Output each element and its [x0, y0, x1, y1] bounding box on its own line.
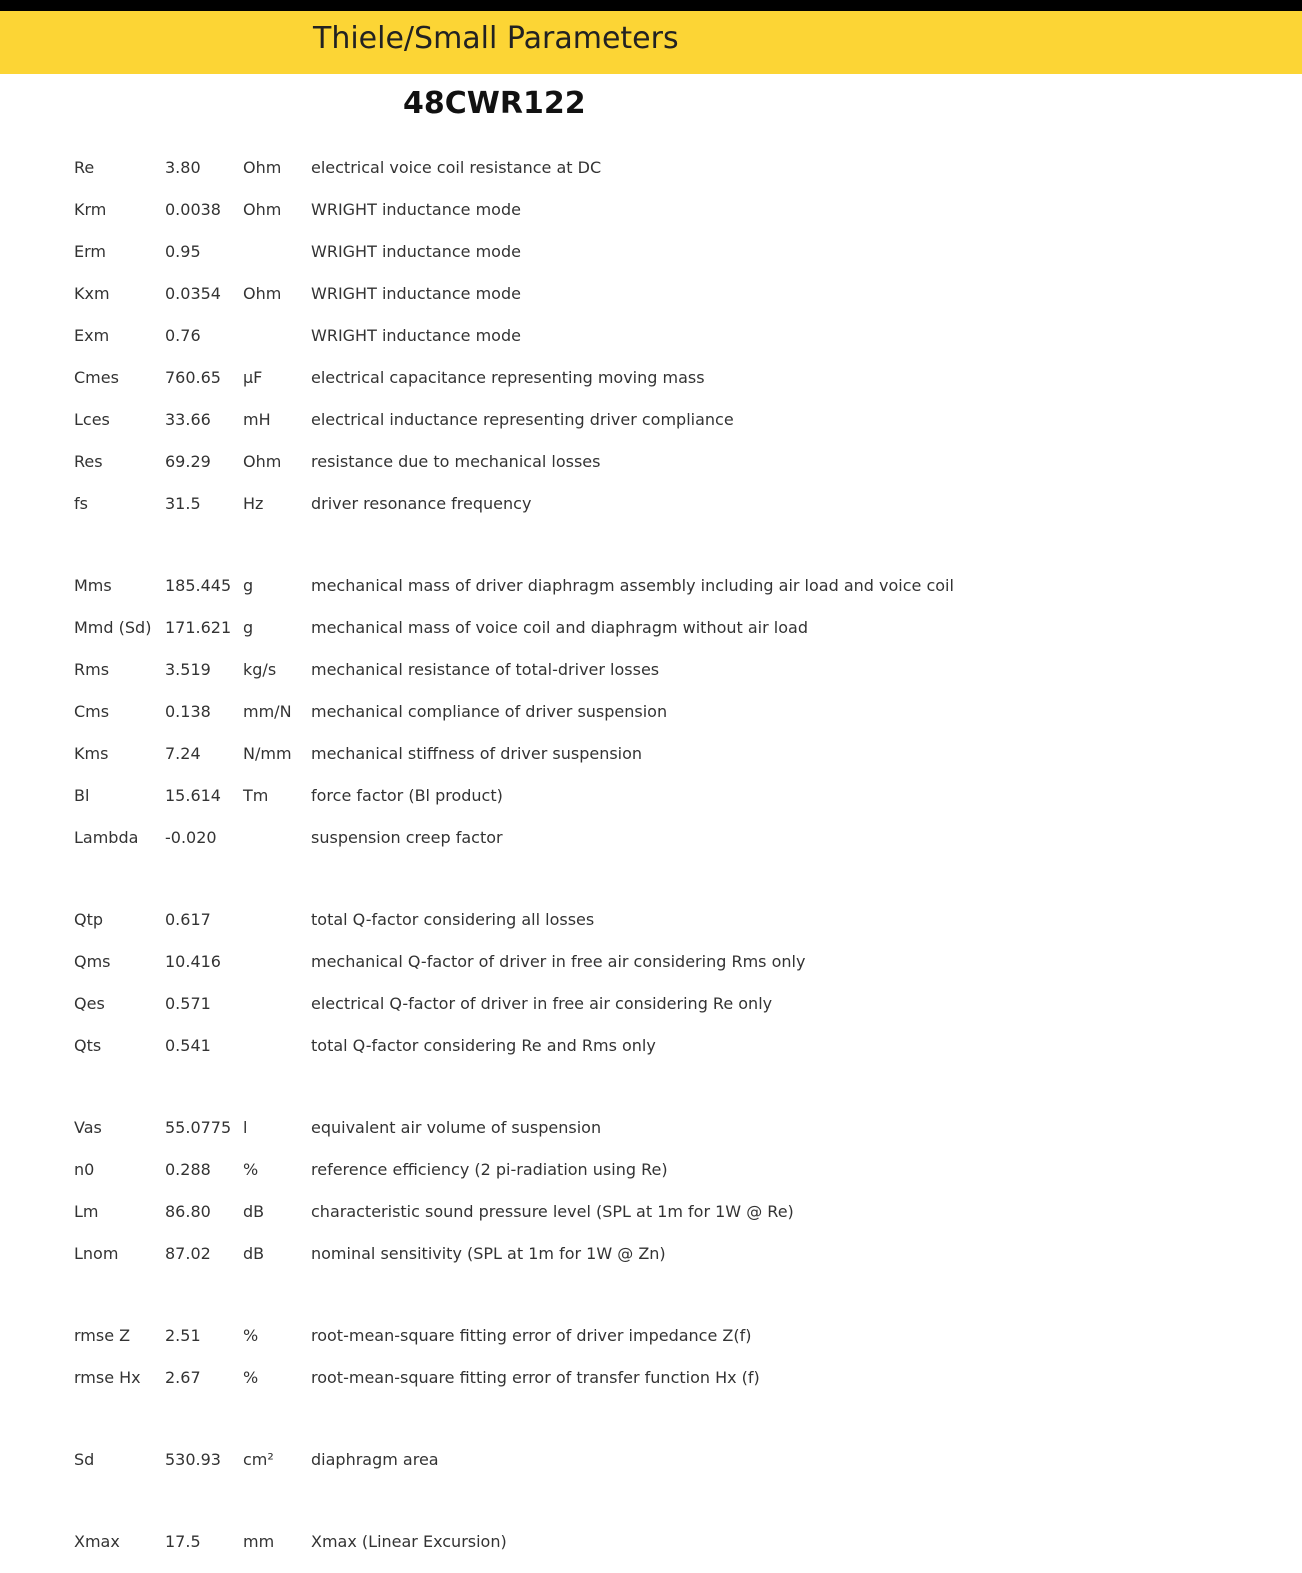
parameter-value: 2.67	[165, 1368, 201, 1387]
parameter-unit: dB	[243, 1244, 265, 1263]
parameter-row	[74, 441, 1274, 483]
top-bar	[0, 0, 1302, 11]
parameter-row	[74, 1521, 1274, 1563]
parameter-name: Qtp	[74, 910, 104, 929]
parameter-row	[74, 565, 1274, 607]
parameter-name: Lces	[74, 410, 110, 429]
parameter-group	[74, 1521, 1274, 1563]
parameter-table	[74, 147, 1274, 1563]
model-title: 48CWR122	[403, 86, 586, 121]
parameter-name: Erm	[74, 242, 106, 261]
parameter-description: electrical capacitance representing moving mass	[311, 368, 705, 387]
parameter-unit: mH	[243, 410, 271, 429]
parameter-value: 55.0775	[165, 1118, 232, 1137]
parameter-description: mechanical resistance of total-driver losses	[311, 660, 660, 679]
parameter-unit: %	[243, 1368, 259, 1387]
parameter-value: 0.0354	[165, 284, 221, 303]
parameter-row	[74, 315, 1274, 357]
parameter-row	[74, 941, 1274, 983]
parameter-name: rmse Z	[74, 1326, 131, 1345]
parameter-description: characteristic sound pressure level (SPL at 1m for 1W @ Re)	[311, 1202, 794, 1221]
parameter-description: electrical voice coil resistance at DC	[311, 158, 602, 177]
parameter-value: 87.02	[165, 1244, 211, 1263]
parameter-description: mechanical mass of driver diaphragm assembly including air load and voice coil	[311, 576, 954, 595]
parameter-description: total Q-factor considering all losses	[311, 910, 595, 929]
parameter-group	[74, 899, 1274, 1067]
parameter-value: 0.0038	[165, 200, 221, 219]
parameter-unit: l	[243, 1118, 248, 1137]
parameter-row	[74, 691, 1274, 733]
parameter-name: rmse Hx	[74, 1368, 141, 1387]
parameter-description: equivalent air volume of suspension	[311, 1118, 602, 1137]
parameter-description: Xmax (Linear Excursion)	[311, 1532, 507, 1551]
parameter-value: 0.571	[165, 994, 211, 1013]
parameter-value: -0.020	[165, 828, 217, 847]
parameter-value: 0.76	[165, 326, 201, 345]
parameter-name: Xmax	[74, 1532, 120, 1551]
parameter-unit: Hz	[243, 494, 264, 513]
parameter-name: Mmd (Sd)	[74, 618, 152, 637]
parameter-value: 33.66	[165, 410, 211, 429]
parameter-description: nominal sensitivity (SPL at 1m for 1W @ Zn)	[311, 1244, 666, 1263]
parameter-description: mechanical compliance of driver suspension	[311, 702, 668, 721]
parameter-unit: g	[243, 618, 254, 637]
parameter-name: Cms	[74, 702, 110, 721]
parameter-unit: g	[243, 576, 254, 595]
parameter-description: electrical inductance representing driver compliance	[311, 410, 734, 429]
parameter-unit: %	[243, 1160, 259, 1179]
parameter-name: Vas	[74, 1118, 102, 1137]
parameter-description: diaphragm area	[311, 1450, 439, 1469]
parameter-row	[74, 899, 1274, 941]
parameter-description: root-mean-square fitting error of transfer function Hx (f)	[311, 1368, 760, 1387]
parameter-row	[74, 1191, 1274, 1233]
parameter-row	[74, 649, 1274, 691]
parameter-name: Sd	[74, 1450, 95, 1469]
parameter-row	[74, 273, 1274, 315]
parameter-unit: Ohm	[243, 284, 282, 303]
parameter-unit: %	[243, 1326, 259, 1345]
parameter-value: 69.29	[165, 452, 211, 471]
parameter-name: Krm	[74, 200, 107, 219]
parameter-value: 171.621	[165, 618, 232, 637]
parameter-name: Bl	[74, 786, 90, 805]
parameter-group	[74, 1439, 1274, 1481]
parameter-name: Cmes	[74, 368, 119, 387]
parameter-row	[74, 189, 1274, 231]
parameter-name: Rms	[74, 660, 110, 679]
parameter-description: mechanical mass of voice coil and diaphragm without air load	[311, 618, 808, 637]
parameter-description: suspension creep factor	[311, 828, 503, 847]
parameter-row	[74, 399, 1274, 441]
parameter-unit: mm/N	[243, 702, 292, 721]
parameter-value: 7.24	[165, 744, 201, 763]
parameter-value: 2.51	[165, 1326, 201, 1345]
parameter-description: WRIGHT inductance mode	[311, 200, 521, 219]
parameter-value: 760.65	[165, 368, 221, 387]
parameter-value: 0.138	[165, 702, 211, 721]
parameter-description: reference efficiency (2 pi-radiation using Re)	[311, 1160, 668, 1179]
parameter-unit: Tm	[243, 786, 269, 805]
parameter-name: n0	[74, 1160, 95, 1179]
parameter-description: mechanical Q-factor of driver in free air considering Rms only	[311, 952, 806, 971]
page-title: Thiele/Small Parameters	[313, 21, 679, 56]
parameter-group	[74, 1107, 1274, 1275]
parameter-row	[74, 733, 1274, 775]
parameter-value: 530.93	[165, 1450, 221, 1469]
parameter-name: Lnom	[74, 1244, 119, 1263]
parameter-value: 0.288	[165, 1160, 211, 1179]
parameter-unit: N/mm	[243, 744, 292, 763]
parameter-name: Qms	[74, 952, 111, 971]
parameter-row	[74, 147, 1274, 189]
parameter-row	[74, 1107, 1274, 1149]
parameter-description: root-mean-square fitting error of driver impedance Z(f)	[311, 1326, 752, 1345]
parameter-value: 10.416	[165, 952, 221, 971]
parameter-value: 17.5	[165, 1532, 201, 1551]
parameter-name: Re	[74, 158, 95, 177]
parameter-name: Qes	[74, 994, 105, 1013]
parameter-value: 0.541	[165, 1036, 211, 1055]
parameter-row	[74, 1439, 1274, 1481]
parameter-description: WRIGHT inductance mode	[311, 284, 521, 303]
parameter-unit: µF	[243, 368, 263, 387]
parameter-unit: dB	[243, 1202, 265, 1221]
parameter-unit: Ohm	[243, 200, 282, 219]
parameter-name: Lambda	[74, 828, 139, 847]
parameter-row	[74, 1233, 1274, 1275]
parameter-value: 15.614	[165, 786, 221, 805]
parameter-name: Kxm	[74, 284, 110, 303]
parameter-row	[74, 483, 1274, 525]
parameter-row	[74, 1357, 1274, 1399]
parameter-unit: cm²	[243, 1450, 274, 1469]
parameter-unit: Ohm	[243, 158, 282, 177]
parameter-row	[74, 607, 1274, 649]
parameter-description: WRIGHT inductance mode	[311, 242, 521, 261]
parameter-row	[74, 1025, 1274, 1067]
parameter-row	[74, 1149, 1274, 1191]
parameter-value: 3.80	[165, 158, 201, 177]
parameter-row	[74, 775, 1274, 817]
parameter-name: Res	[74, 452, 103, 471]
parameter-row	[74, 357, 1274, 399]
parameter-value: 0.617	[165, 910, 211, 929]
parameter-description: mechanical stiffness of driver suspension	[311, 744, 643, 763]
parameter-name: Kms	[74, 744, 109, 763]
parameter-description: electrical Q-factor of driver in free air considering Re only	[311, 994, 773, 1013]
parameter-row	[74, 1315, 1274, 1357]
parameter-description: total Q-factor considering Re and Rms only	[311, 1036, 656, 1055]
parameter-name: Qts	[74, 1036, 102, 1055]
parameter-unit: kg/s	[243, 660, 277, 679]
parameter-description: resistance due to mechanical losses	[311, 452, 601, 471]
parameter-row	[74, 231, 1274, 273]
parameter-name: Lm	[74, 1202, 99, 1221]
parameter-unit: mm	[243, 1532, 275, 1551]
parameter-description: driver resonance frequency	[311, 494, 532, 513]
parameter-description: force factor (Bl product)	[311, 786, 503, 805]
parameter-value: 185.445	[165, 576, 232, 595]
parameter-row	[74, 983, 1274, 1025]
parameter-group	[74, 565, 1274, 859]
parameter-name: fs	[74, 494, 88, 513]
parameter-group	[74, 147, 1274, 525]
parameter-unit: Ohm	[243, 452, 282, 471]
parameter-value: 86.80	[165, 1202, 211, 1221]
parameter-group	[74, 1315, 1274, 1399]
parameter-row	[74, 817, 1274, 859]
parameter-name: Exm	[74, 326, 110, 345]
parameter-description: WRIGHT inductance mode	[311, 326, 521, 345]
parameter-name: Mms	[74, 576, 112, 595]
parameter-value: 3.519	[165, 660, 211, 679]
parameter-value: 31.5	[165, 494, 201, 513]
parameter-value: 0.95	[165, 242, 201, 261]
